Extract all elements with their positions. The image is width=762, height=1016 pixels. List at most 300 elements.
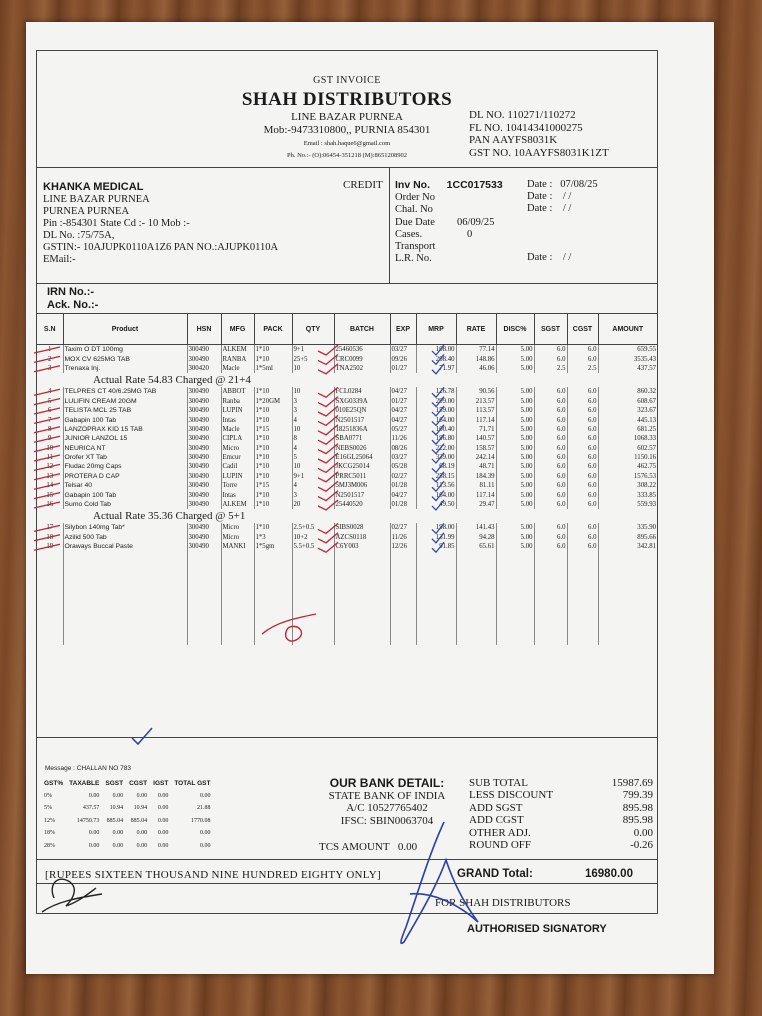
tax-cell: 21.88 bbox=[196, 805, 211, 812]
cell-sgst: 6.0 bbox=[534, 444, 567, 453]
cell-disc: 5.00 bbox=[496, 387, 534, 396]
tax-cell: 0.00 bbox=[112, 792, 124, 799]
cell-disc: 5.00 bbox=[496, 415, 534, 424]
total-value: 15987.69 bbox=[611, 777, 653, 789]
irn-label: IRN No.:- bbox=[47, 286, 95, 298]
cell-pack: 1*10 bbox=[254, 462, 292, 471]
tax-cell: 0% bbox=[44, 792, 52, 799]
cell-cgst: 6.0 bbox=[567, 533, 598, 542]
cell-amount: 333.85 bbox=[598, 490, 657, 499]
cell-qty: 20 bbox=[292, 500, 334, 509]
cell-qty: 4 bbox=[292, 415, 334, 424]
cell-batch: AZCS0118 bbox=[334, 533, 390, 542]
column-header: BATCH bbox=[334, 314, 390, 345]
date-label: Date : bbox=[527, 179, 553, 190]
cell-rate: 140.57 bbox=[456, 434, 496, 443]
bank-ifsc: IFSC: SBIN0063704 bbox=[340, 814, 434, 827]
cell-mrp: 100.40 bbox=[416, 425, 456, 434]
cell-mfg: LUPIN bbox=[221, 406, 254, 415]
cell-product: LANZOPRAX KID 15 TAB bbox=[63, 425, 187, 434]
cell-exp: 04/27 bbox=[390, 490, 416, 499]
cell-rate: 141.43 bbox=[456, 523, 496, 532]
cell-amount: 681.25 bbox=[598, 425, 657, 434]
cell-pack: 1*3 bbox=[254, 533, 292, 542]
cell-product: TELISTA MCL 25 TAB bbox=[63, 406, 187, 415]
cell-hsn: 300490 bbox=[187, 523, 221, 532]
cell-exp: 01/28 bbox=[390, 481, 416, 490]
cell-product: Fludac 20mg Caps bbox=[63, 462, 187, 471]
tcs-label: TCS AMOUNT bbox=[319, 841, 390, 853]
cell-sgst: 6.0 bbox=[534, 462, 567, 471]
cell-mfg: Cadil bbox=[221, 462, 254, 471]
cell-mfg: Emcur bbox=[221, 453, 254, 462]
tax-cell: 0.00 bbox=[136, 792, 148, 799]
inv-label: Inv No. bbox=[395, 179, 431, 191]
cell-pack: 1*5ml bbox=[254, 364, 292, 373]
cell-disc: 5.00 bbox=[496, 453, 534, 462]
blank-date: / / bbox=[562, 203, 572, 215]
invoice-date: 07/08/25 bbox=[560, 179, 598, 190]
red-tick-mark bbox=[318, 434, 338, 444]
cell-amount: 1150.16 bbox=[598, 453, 657, 462]
tax-cell: 0.00 bbox=[199, 842, 211, 849]
cell-pack: 1*10 bbox=[254, 523, 292, 532]
bank-name: STATE BANK OF INDIA bbox=[328, 789, 446, 802]
tax-column-header: IGST bbox=[153, 779, 169, 787]
cell-sn: 17 bbox=[46, 524, 54, 532]
total-label: ADD SGST bbox=[469, 801, 523, 814]
red-strike-mark bbox=[34, 483, 60, 489]
blue-tick-mark bbox=[432, 481, 444, 491]
payment-type: CREDIT bbox=[343, 179, 383, 191]
cell-rate: 65.61 bbox=[456, 542, 496, 551]
blue-tick-mark bbox=[432, 500, 444, 510]
cell-hsn: 300490 bbox=[187, 345, 221, 355]
red-strike-mark bbox=[34, 474, 60, 480]
cell-pack: 1*10 bbox=[254, 490, 292, 499]
date-label: Date : bbox=[527, 191, 553, 203]
cell-rate: 77.14 bbox=[456, 345, 496, 355]
tax-cell: 1770.08 bbox=[190, 817, 211, 824]
red-strike-mark bbox=[34, 366, 60, 372]
tax-cell: 14750.73 bbox=[76, 817, 100, 824]
tax-cell: 0.00 bbox=[88, 842, 100, 849]
customer-line3: Pin :-854301 State Cd :- 10 Mob :- bbox=[43, 218, 190, 229]
cell-sgst: 6.0 bbox=[534, 345, 567, 355]
cell-mfg: Intas bbox=[221, 490, 254, 499]
cell-mfg: LUPIN bbox=[221, 472, 254, 481]
cell-exp: 04/27 bbox=[390, 387, 416, 396]
cell-pack: 1*10 bbox=[254, 472, 292, 481]
red-tick-mark bbox=[318, 354, 338, 364]
red-tick-mark bbox=[318, 453, 338, 463]
cell-pack: 1*15 bbox=[254, 425, 292, 434]
cell-sn: 12 bbox=[46, 463, 54, 471]
inv-number: 1CC017533 bbox=[446, 179, 503, 191]
cell-rate: 29.47 bbox=[456, 500, 496, 509]
cell-hsn: 300490 bbox=[187, 500, 221, 509]
cell-exp: 04/27 bbox=[390, 415, 416, 424]
cell-amount: 335.90 bbox=[598, 523, 657, 532]
cell-disc: 5.00 bbox=[496, 490, 534, 499]
for-company: FOR SHAH DISTRIBUTORS bbox=[435, 897, 571, 909]
cell-amount: 308.22 bbox=[598, 481, 657, 490]
red-strike-mark bbox=[34, 502, 60, 508]
cell-amount: 608.67 bbox=[598, 397, 657, 406]
cell-hsn: 300490 bbox=[187, 490, 221, 499]
cell-hsn: 300490 bbox=[187, 434, 221, 443]
cell-sgst: 6.0 bbox=[534, 490, 567, 499]
due-date: 06/09/25 bbox=[457, 216, 495, 228]
cell-qty: 8 bbox=[292, 434, 334, 443]
cell-disc: 5.00 bbox=[496, 542, 534, 551]
cell-exp: 02/27 bbox=[390, 472, 416, 481]
red-tick-mark bbox=[318, 462, 338, 472]
total-label: ROUND OFF bbox=[469, 839, 532, 852]
date-label: Date : bbox=[527, 203, 553, 215]
cell-exp: 04/27 bbox=[390, 406, 416, 415]
cell-sgst: 6.0 bbox=[534, 397, 567, 406]
cell-cgst: 2.5 bbox=[567, 364, 598, 373]
red-tick-mark bbox=[318, 491, 338, 501]
cell-disc: 5.00 bbox=[496, 397, 534, 406]
due-label: Due Date bbox=[395, 216, 435, 228]
cell-sgst: 6.0 bbox=[534, 434, 567, 443]
tax-cell: 0.00 bbox=[157, 842, 169, 849]
red-strike-mark bbox=[34, 417, 60, 423]
cell-rate: 242.14 bbox=[456, 453, 496, 462]
cell-qty: 10 bbox=[292, 387, 334, 396]
grand-total-label: GRAND Total: bbox=[457, 868, 533, 880]
cell-amount: 602.57 bbox=[598, 444, 657, 453]
cell-batch: NEBS0026 bbox=[334, 444, 390, 453]
tax-cell: 0.00 bbox=[112, 830, 124, 837]
cell-disc: 5.00 bbox=[496, 425, 534, 434]
grand-total-value: 16980.00 bbox=[585, 868, 633, 880]
cell-disc: 5.00 bbox=[496, 354, 534, 363]
cell-pack: 1*10 bbox=[254, 444, 292, 453]
tax-cell: 0.00 bbox=[199, 830, 211, 837]
tax-cell: 0.00 bbox=[136, 830, 148, 837]
cell-cgst: 6.0 bbox=[567, 472, 598, 481]
cell-exp: 05/28 bbox=[390, 462, 416, 471]
tax-cell: 0.00 bbox=[199, 792, 211, 799]
cell-hsn: 300490 bbox=[187, 425, 221, 434]
cell-mfg: Micro bbox=[221, 523, 254, 532]
column-header: QTY bbox=[292, 314, 334, 345]
cell-disc: 5.00 bbox=[496, 434, 534, 443]
cell-product: LULIFIN CREAM 20GM bbox=[63, 397, 187, 406]
cell-sgst: 6.0 bbox=[534, 533, 567, 542]
total-label: SUB TOTAL bbox=[469, 777, 528, 789]
cell-amount: 323.67 bbox=[598, 406, 657, 415]
cell-sgst: 2.5 bbox=[534, 364, 567, 373]
lr-no: L.R. No. bbox=[395, 253, 432, 265]
blue-tick-mark bbox=[432, 354, 444, 364]
red-strike-mark bbox=[34, 356, 60, 362]
cell-rate: 148.86 bbox=[456, 354, 496, 363]
cell-mfg: RANBA bbox=[221, 354, 254, 363]
cell-mrp: 68.19 bbox=[416, 462, 456, 471]
cell-sgst: 6.0 bbox=[534, 472, 567, 481]
cell-batch: 18251836A bbox=[334, 425, 390, 434]
cell-rate: 184.39 bbox=[456, 472, 496, 481]
total-label: ADD CGST bbox=[469, 814, 524, 827]
cell-rate: 117.14 bbox=[456, 415, 496, 424]
cell-mfg: Macle bbox=[221, 425, 254, 434]
tax-column-header: GST% bbox=[44, 779, 64, 787]
cell-qty: 3 bbox=[292, 397, 334, 406]
cell-rate: 46.06 bbox=[456, 364, 496, 373]
blue-tick-mark bbox=[432, 345, 444, 355]
blue-tick-mark bbox=[432, 453, 444, 463]
cell-qty: 4 bbox=[292, 481, 334, 490]
cell-sn: 5 bbox=[48, 397, 52, 405]
cell-disc: 5.00 bbox=[496, 481, 534, 490]
cell-hsn: 300490 bbox=[187, 444, 221, 453]
column-header: Product bbox=[63, 314, 187, 345]
cell-sn: 15 bbox=[46, 491, 54, 499]
cell-mrp: 339.00 bbox=[416, 453, 456, 462]
cell-cgst: 6.0 bbox=[567, 542, 598, 551]
blank-date: / / bbox=[562, 191, 572, 203]
cell-exp: 03/27 bbox=[390, 345, 416, 355]
cell-sn: 10 bbox=[46, 444, 54, 452]
customer-line5: GSTIN:- 10AJUPK0110A1Z6 PAN NO.:AJUPK0110A bbox=[43, 242, 279, 253]
cell-pack: 1*10 bbox=[254, 387, 292, 396]
cell-amount: 437.57 bbox=[598, 364, 657, 373]
cell-exp: 12/26 bbox=[390, 542, 416, 551]
cell-qty: 10 bbox=[292, 364, 334, 373]
blue-tick-mark bbox=[432, 542, 444, 552]
cell-batch: N2501517 bbox=[334, 490, 390, 499]
cell-exp: 09/26 bbox=[390, 354, 416, 363]
cell-mrp: 91.85 bbox=[416, 542, 456, 551]
cell-sn: 2 bbox=[48, 355, 52, 363]
transport: Transport bbox=[395, 241, 436, 253]
cell-sn: 11 bbox=[46, 454, 54, 462]
cell-disc: 5.00 bbox=[496, 364, 534, 373]
cases-label: Cases. bbox=[395, 228, 423, 240]
customer-line6: EMail:- bbox=[43, 254, 76, 265]
cell-cgst: 6.0 bbox=[567, 523, 598, 532]
cell-pack: 1*5gm bbox=[254, 542, 292, 551]
red-strike-mark bbox=[34, 544, 60, 550]
cell-mrp: 108.00 bbox=[416, 345, 456, 355]
cell-sgst: 6.0 bbox=[534, 523, 567, 532]
cell-hsn: 300420 bbox=[187, 364, 221, 373]
cell-mrp: 113.56 bbox=[416, 481, 456, 490]
cell-qty: 10 bbox=[292, 425, 334, 434]
cell-exp: 02/27 bbox=[390, 523, 416, 532]
cell-sn: 18 bbox=[46, 533, 54, 541]
cell-batch: FCL0284 bbox=[334, 387, 390, 396]
company-email: Email : shah.haque6@gmail.com bbox=[303, 140, 391, 147]
cell-mrp: 159.00 bbox=[416, 406, 456, 415]
cell-mfg: ALKEM bbox=[221, 500, 254, 509]
message: Message : CHALLAN NO 783 bbox=[45, 765, 131, 772]
cell-qty: 3 bbox=[292, 406, 334, 415]
company-phone: Ph. No.:- (O):06454-351218 (M):8651208902 bbox=[286, 152, 408, 159]
tax-cell: 437.57 bbox=[82, 805, 100, 812]
red-tick-marks bbox=[34, 345, 338, 552]
total-value: 799.39 bbox=[622, 789, 653, 802]
pan-no: PAN AAYFS8031K bbox=[469, 134, 558, 146]
cell-batch: 010E25QN bbox=[334, 406, 390, 415]
cell-mrp: 126.78 bbox=[416, 387, 456, 396]
column-header: PACK bbox=[254, 314, 292, 345]
tax-column-header: CGST bbox=[129, 779, 148, 787]
cell-exp: 01/28 bbox=[390, 500, 416, 509]
cases-value: 0 bbox=[467, 228, 473, 240]
cell-mfg: CIPLA bbox=[221, 434, 254, 443]
cell-disc: 5.00 bbox=[496, 523, 534, 532]
cell-rate: 90.56 bbox=[456, 387, 496, 396]
tax-cell: 0.00 bbox=[157, 805, 169, 812]
tax-cell: 0.00 bbox=[112, 842, 124, 849]
cell-pack: 1*10 bbox=[254, 453, 292, 462]
date-label: Date : bbox=[527, 252, 553, 263]
tax-cell: 0.00 bbox=[157, 830, 169, 837]
tax-cell: 0.00 bbox=[88, 792, 100, 799]
ack-label: Ack. No.:- bbox=[47, 299, 99, 311]
cell-disc: 5.00 bbox=[496, 472, 534, 481]
cell-product: PROTERA D CAP bbox=[63, 472, 187, 481]
customer-line4: DL No. :75/75A, bbox=[43, 230, 115, 241]
cell-qty: 25+5 bbox=[292, 354, 334, 363]
column-header: MFG bbox=[221, 314, 254, 345]
red-tick-mark bbox=[318, 542, 338, 552]
tax-cell: 18% bbox=[44, 830, 55, 837]
cell-mrp: 164.00 bbox=[416, 415, 456, 424]
handwritten-marks bbox=[26, 22, 714, 974]
column-header: SGST bbox=[534, 314, 567, 345]
blue-tick-mark bbox=[432, 415, 444, 425]
cell-sgst: 6.0 bbox=[534, 406, 567, 415]
cell-cgst: 6.0 bbox=[567, 345, 598, 355]
cell-mrp: 222.00 bbox=[416, 444, 456, 453]
cell-mfg: Intas bbox=[221, 415, 254, 424]
red-strike-mark bbox=[34, 427, 60, 433]
blank-date: / / bbox=[562, 252, 572, 263]
company-address1: LINE BAZAR PURNEA bbox=[291, 111, 403, 123]
cell-cgst: 6.0 bbox=[567, 481, 598, 490]
blue-tick-message bbox=[132, 728, 152, 744]
cell-rate: 213.57 bbox=[456, 397, 496, 406]
gst-no: GST NO. 10AAYFS8031K1ZT bbox=[469, 146, 609, 159]
cell-mfg: Micro bbox=[221, 533, 254, 542]
cell-sn: 13 bbox=[46, 472, 54, 480]
red-tick-mark bbox=[318, 481, 338, 491]
blue-signature bbox=[401, 822, 478, 943]
cell-sn: 16 bbox=[46, 501, 54, 509]
tax-cell: 12% bbox=[44, 817, 55, 824]
cell-mrp: 196.80 bbox=[416, 434, 456, 443]
cell-disc: 5.00 bbox=[496, 345, 534, 355]
cell-sgst: 6.0 bbox=[534, 542, 567, 551]
cell-sn: 14 bbox=[46, 482, 54, 490]
cell-rate: 117.14 bbox=[456, 490, 496, 499]
cell-sn: 3 bbox=[48, 364, 52, 372]
cell-amount: 1576.53 bbox=[598, 472, 657, 481]
blue-tick-marks bbox=[432, 345, 444, 552]
blue-tick-mark bbox=[432, 425, 444, 435]
cell-product: TELPRES CT 40/6.25MG TAB bbox=[63, 387, 187, 396]
cell-sgst: 6.0 bbox=[534, 425, 567, 434]
cell-mfg: Macle bbox=[221, 364, 254, 373]
cell-qty: 10 bbox=[292, 462, 334, 471]
company-address2: Mob:-9473310800,, PURNIA 854301 bbox=[263, 124, 431, 136]
cell-hsn: 300490 bbox=[187, 397, 221, 406]
cell-exp: 05/27 bbox=[390, 425, 416, 434]
cell-pack: 1*10 bbox=[254, 406, 292, 415]
tcs-value: 0.00 bbox=[397, 841, 418, 853]
blue-tick-mark bbox=[432, 434, 444, 444]
cell-amount: 3535.43 bbox=[598, 354, 657, 363]
cell-batch: C6Y003 bbox=[334, 542, 390, 551]
cell-sgst: 6.0 bbox=[534, 415, 567, 424]
red-tick-mark bbox=[318, 397, 338, 407]
cell-sgst: 6.0 bbox=[534, 453, 567, 462]
cell-hsn: 300490 bbox=[187, 481, 221, 490]
red-strike-mark bbox=[34, 399, 60, 405]
total-value: 895.98 bbox=[622, 814, 653, 827]
cell-mfg: MANKI bbox=[221, 542, 254, 551]
cell-amount: 895.66 bbox=[598, 533, 657, 542]
cell-product: Silybon 140mg Tab* bbox=[63, 523, 187, 532]
cell-sgst: 6.0 bbox=[534, 354, 567, 363]
cell-cgst: 6.0 bbox=[567, 490, 598, 499]
total-label: OTHER ADJ. bbox=[469, 826, 531, 839]
cell-hsn: 300490 bbox=[187, 406, 221, 415]
cell-hsn: 300490 bbox=[187, 453, 221, 462]
cell-rate: 94.28 bbox=[456, 533, 496, 542]
red-tick-mark bbox=[318, 523, 338, 533]
cell-sn: 4 bbox=[48, 388, 52, 396]
red-tick-mark bbox=[318, 364, 338, 374]
red-strike-mark bbox=[34, 464, 60, 470]
tax-cell: 0.00 bbox=[136, 842, 148, 849]
red-strike-mark bbox=[34, 436, 60, 442]
cell-pack: 1*20GM bbox=[254, 397, 292, 406]
cell-exp: 03/27 bbox=[390, 453, 416, 462]
cell-product: MOX CV 625MG TAB bbox=[63, 354, 187, 363]
cell-rate: 113.57 bbox=[456, 406, 496, 415]
cell-hsn: 300490 bbox=[187, 354, 221, 363]
customer-name: KHANKA MEDICAL bbox=[43, 181, 144, 193]
blue-tick-mark bbox=[432, 462, 444, 472]
cell-product: Taxim O DT 100mg bbox=[63, 345, 187, 355]
cell-disc: 5.00 bbox=[496, 533, 534, 542]
tax-cell: 10.94 bbox=[133, 805, 148, 812]
cell-batch: SIBS0028 bbox=[334, 523, 390, 532]
blue-tick-mark bbox=[432, 364, 444, 374]
cell-cgst: 6.0 bbox=[567, 444, 598, 453]
rate-note: Actual Rate 35.36 Charged @ 5+1 bbox=[93, 510, 246, 523]
cell-cgst: 6.0 bbox=[567, 453, 598, 462]
tax-cell: 885.04 bbox=[106, 817, 124, 824]
cell-exp: 11/26 bbox=[390, 533, 416, 542]
cell-mrp: 208.40 bbox=[416, 354, 456, 363]
red-tick-mark bbox=[318, 387, 338, 397]
red-tick-mark bbox=[318, 406, 338, 416]
tax-cell: 5% bbox=[44, 805, 52, 812]
cell-qty: 4 bbox=[292, 444, 334, 453]
column-header: DISC% bbox=[496, 314, 534, 345]
cell-mrp: 299.00 bbox=[416, 397, 456, 406]
cell-mfg: ABBOT bbox=[221, 387, 254, 396]
red-scribble-mark bbox=[262, 614, 316, 641]
